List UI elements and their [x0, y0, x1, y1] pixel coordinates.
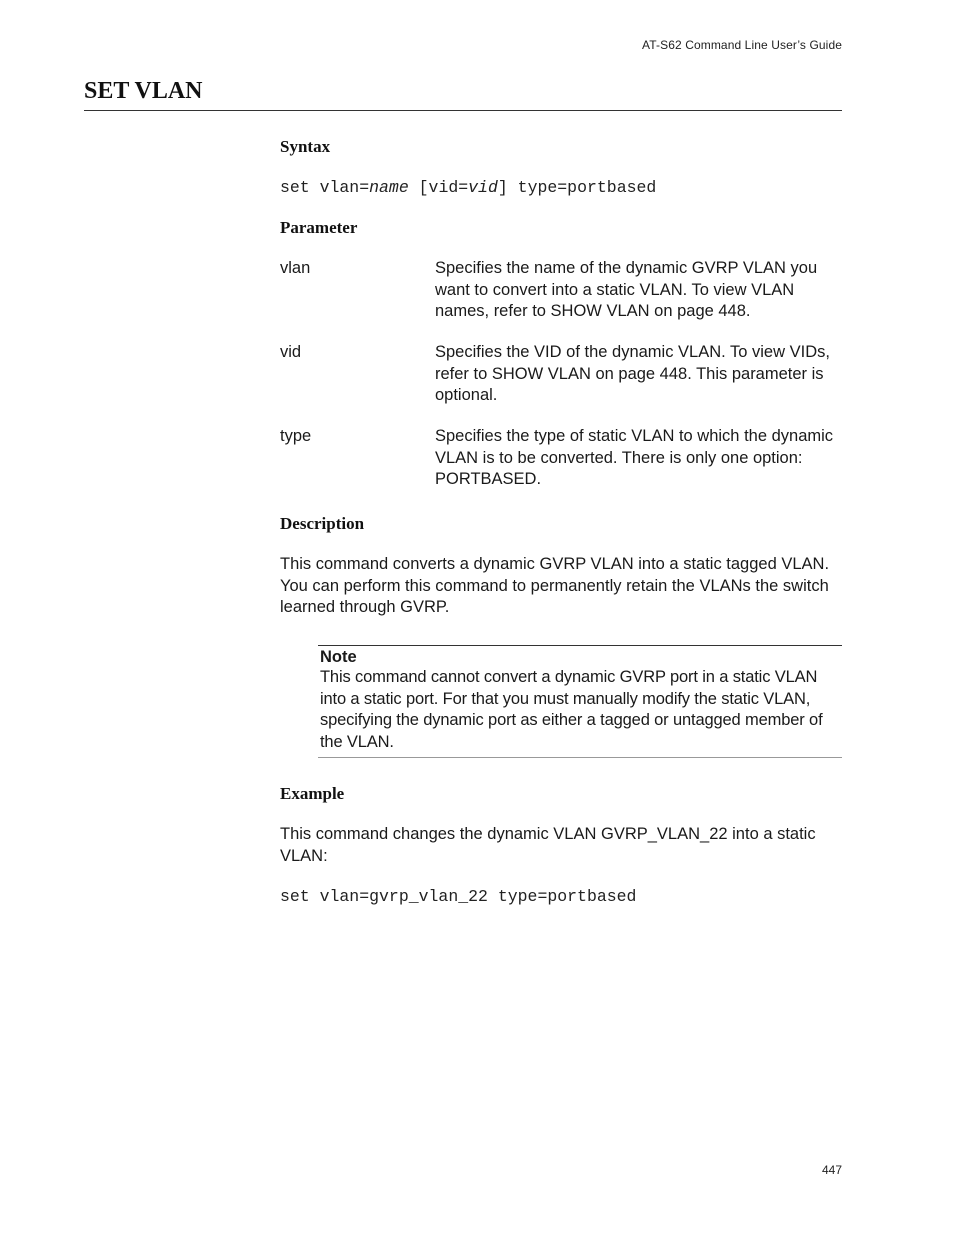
syntax-prefix: set vlan= [280, 178, 370, 197]
syntax-name-placeholder: name [369, 178, 409, 197]
param-desc-vid: Specifies the VID of the dynamic VLAN. To view VIDs, refer to SHOW VLAN on page 448. This parameter is optional. [435, 343, 830, 405]
param-name-vlan: vlan [280, 259, 311, 277]
param-name-type: type [280, 427, 312, 445]
example-heading: Example [280, 784, 345, 803]
syntax-suffix: ] type=portbased [497, 178, 657, 197]
param-desc-vlan: Specifies the name of the dynamic GVRP VLAN you want to convert into a static VLAN. To view VLAN names, refer to SHOW VLAN on page 448. [435, 259, 818, 321]
running-header: AT-S62 Command Line User’s Guide [642, 38, 842, 52]
example-text: This command changes the dynamic VLAN GVRP_VLAN_22 into a static VLAN: [280, 825, 816, 865]
page-number: 447 [821, 1163, 842, 1177]
syntax-vid-placeholder: vid [468, 178, 498, 197]
parameter-heading: Parameter [280, 218, 358, 237]
example-command: set vlan=gvrp_vlan_22 type=portbased [280, 887, 637, 906]
description-heading: Description [280, 514, 365, 533]
title-rule [84, 110, 842, 111]
note-bottom-rule [318, 757, 842, 758]
syntax-mid: [vid= [408, 178, 469, 197]
note-label: Note [320, 648, 357, 666]
syntax-command [280, 178, 656, 197]
note-top-rule [318, 645, 842, 646]
note-text: This command cannot convert a dynamic GVRP port in a static VLAN into a static port. For that you must manually modify the static VLAN, specifying the dynamic port as either a tagged or untagged member of the VLAN. [320, 668, 823, 751]
page-title: SET VLAN [84, 78, 203, 104]
syntax-heading: Syntax [280, 137, 331, 156]
description-text: This command converts a dynamic GVRP VLAN into a static tagged VLAN. You can perform this command to permanently retain the VLANs the switch learned through GVRP. [280, 555, 830, 617]
param-desc-type: Specifies the type of static VLAN to which the dynamic VLAN is to be converted. There is only one option: PORTBASED. [435, 427, 834, 489]
param-name-vid: vid [280, 343, 302, 361]
